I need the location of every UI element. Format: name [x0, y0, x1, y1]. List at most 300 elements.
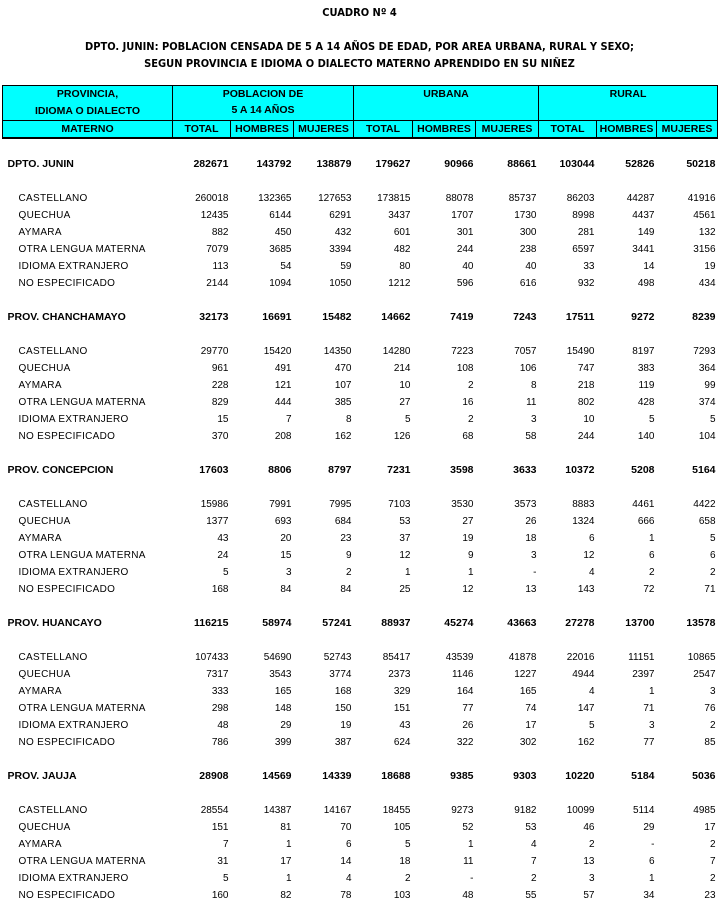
cell-value: 1324 [572, 516, 595, 527]
cell-value: 86203 [566, 193, 595, 204]
cell-value: 2373 [388, 669, 411, 680]
cell-value: 4422 [693, 499, 716, 510]
section-total-value: 9303 [513, 770, 537, 782]
cell-value: 14350 [323, 346, 352, 357]
table-number: CUADRO Nº 4 [322, 6, 397, 19]
cell-value: 20 [280, 533, 292, 544]
table-row [3, 734, 718, 751]
header-group-urbana [354, 86, 539, 121]
cell-value: 68 [462, 431, 474, 442]
header-urbana-hombres: HOMBRES [413, 121, 476, 139]
cell-value: 11151 [628, 652, 655, 663]
spacer-cell [3, 479, 718, 496]
cell-value: 6597 [572, 244, 595, 255]
cell-value: 99 [704, 380, 716, 391]
cell-value: 19 [462, 533, 474, 544]
spacer-row [3, 326, 718, 343]
cell-value: 57 [583, 890, 595, 901]
cell-value: 322 [456, 737, 474, 748]
table-row [3, 190, 718, 207]
cell-value: 2 [648, 567, 655, 578]
language-label: NO ESPECIFICADO [18, 278, 116, 289]
cell-value: 6 [648, 856, 655, 867]
cell-value: 601 [393, 227, 411, 238]
cell-value: - [470, 873, 474, 884]
cell-value: 260018 [195, 193, 229, 204]
cell-value: 450 [274, 227, 292, 238]
cell-value: 165 [519, 686, 537, 697]
section-total-value: 10372 [565, 464, 595, 476]
cell-value: 882 [211, 227, 229, 238]
cell-value: 802 [577, 397, 595, 408]
cell-value: 747 [577, 363, 595, 374]
table-row [3, 513, 718, 530]
cell-value: 84 [340, 584, 352, 595]
cell-value: 7995 [329, 499, 352, 510]
spacer-cell [3, 598, 718, 615]
cell-value: 107433 [195, 652, 229, 663]
section-total-value: 18688 [381, 770, 411, 782]
cell-value: 498 [637, 278, 655, 289]
cell-value: 7223 [451, 346, 474, 357]
cell-value: 25 [399, 584, 411, 595]
section-total-value: 116215 [194, 617, 229, 629]
cell-value: 7 [222, 839, 229, 850]
language-label: NO ESPECIFICADO [18, 737, 116, 748]
header-subcolumns [3, 121, 718, 139]
cell-value: 4 [530, 839, 537, 850]
cell-value: 162 [334, 431, 352, 442]
header-group-poblacion-line-2: 5 A 14 AÑOS [231, 104, 295, 116]
cell-value: 829 [211, 397, 229, 408]
table-title-line-1: DPTO. JUNIN: POBLACION CENSADA DE 5 A 14 AÑOS DE EDAD, POR AREA URBANA, RURAL Y SEXO; [85, 40, 634, 53]
cell-value: 108 [456, 363, 474, 374]
cell-value: 17 [704, 822, 716, 833]
cell-value: 12435 [200, 210, 229, 221]
language-label: OTRA LENGUA MATERNA [18, 856, 146, 867]
cell-value: 85 [704, 737, 716, 748]
language-label: QUECHUA [18, 822, 71, 833]
table-row [3, 530, 718, 547]
section-total-value: 58974 [262, 617, 292, 629]
cell-value: 140 [637, 431, 655, 442]
cell-value: 43 [217, 533, 229, 544]
section-total-value: 10220 [565, 770, 595, 782]
cell-value: 7 [530, 856, 537, 867]
table-body [3, 138, 718, 904]
cell-value: 11 [526, 397, 537, 408]
cell-value: 28554 [200, 805, 229, 816]
section-total-value: 14339 [322, 770, 352, 782]
cell-value: 84 [280, 584, 292, 595]
cell-value: 22016 [566, 652, 595, 663]
section-total-value: 5208 [631, 464, 655, 476]
cell-value: 119 [638, 380, 655, 391]
language-label: CASTELLANO [18, 499, 88, 510]
cell-value: 26 [525, 516, 537, 527]
section-total-value: 90966 [444, 158, 474, 170]
cell-value: 17 [525, 720, 537, 731]
section-total-value: 5036 [692, 770, 716, 782]
cell-value: 961 [211, 363, 229, 374]
cell-value: 71 [643, 703, 655, 714]
cell-value: 52 [462, 822, 474, 833]
section-total-value: 57241 [322, 617, 352, 629]
cell-value: 208 [274, 431, 292, 442]
spacer-cell [3, 632, 718, 649]
cell-value: 147 [577, 703, 595, 714]
cell-value: 13 [583, 856, 595, 867]
cell-value: 281 [577, 227, 595, 238]
spacer-row [3, 138, 718, 156]
cell-value: 168 [334, 686, 352, 697]
cell-value: 31 [217, 856, 229, 867]
cell-value: 48 [217, 720, 229, 731]
spacer-cell [3, 751, 718, 768]
section-total-value: 28908 [199, 770, 229, 782]
cell-value: 14167 [323, 805, 352, 816]
section-total-row [3, 309, 718, 326]
cell-value: 3 [709, 686, 716, 697]
cell-value: 7 [285, 414, 292, 425]
cell-value: 2 [709, 567, 716, 578]
cell-value: 29 [280, 720, 292, 731]
language-label: IDIOMA EXTRANJERO [18, 567, 129, 578]
cell-value: 18455 [382, 805, 411, 816]
cell-value: 148 [274, 703, 292, 714]
header-group-poblacion [173, 86, 354, 121]
cell-value: 3774 [329, 669, 352, 680]
cell-value: 41878 [508, 652, 537, 663]
cell-value: 173815 [377, 193, 411, 204]
table-row [3, 258, 718, 275]
section-total-row [3, 462, 718, 479]
cell-value: - [651, 839, 655, 850]
language-label: CASTELLANO [18, 652, 88, 663]
cell-value: 26 [462, 720, 474, 731]
cell-value: 10 [399, 380, 411, 391]
section-total-value: 13700 [625, 617, 655, 629]
cell-value: 126 [393, 431, 411, 442]
cell-value: 17 [280, 856, 292, 867]
table-row [3, 581, 718, 598]
language-label: AYMARA [18, 227, 62, 238]
cell-value: 238 [519, 244, 537, 255]
cell-value: 132365 [258, 193, 292, 204]
cell-value: 7991 [269, 499, 292, 510]
cell-value: 85737 [508, 193, 537, 204]
cell-value: 151 [211, 822, 229, 833]
cell-value: 616 [519, 278, 537, 289]
table-row [3, 887, 718, 904]
cell-value: 8 [530, 380, 537, 391]
cell-value: 374 [698, 397, 716, 408]
language-label: NO ESPECIFICADO [18, 431, 116, 442]
cell-value: 2144 [206, 278, 229, 289]
cell-value: 333 [211, 686, 229, 697]
cell-value: 3 [588, 873, 595, 884]
language-label: NO ESPECIFICADO [18, 584, 116, 595]
language-label: AYMARA [18, 533, 62, 544]
section-total-value: 282671 [193, 158, 229, 170]
cell-value: 18 [399, 856, 411, 867]
cell-value: 214 [393, 363, 411, 374]
cell-value: 1 [648, 686, 655, 697]
section-total-value: 52826 [625, 158, 655, 170]
cell-value: 54 [280, 261, 292, 272]
language-label: CASTELLANO [18, 805, 88, 816]
cell-value: 9 [345, 550, 352, 561]
header-province [3, 86, 173, 121]
section-total-value: 16691 [262, 311, 292, 323]
cell-value: 2 [709, 839, 716, 850]
cell-value: 4437 [632, 210, 655, 221]
cell-value: 18 [525, 533, 537, 544]
cell-value: 15986 [200, 499, 229, 510]
cell-value: 27 [399, 397, 411, 408]
cell-value: 54690 [263, 652, 292, 663]
cell-value: 7 [709, 856, 716, 867]
section-total-value: 179627 [375, 158, 411, 170]
cell-value: 72 [643, 584, 655, 595]
cell-value: 23 [704, 890, 716, 901]
cell-value: 1094 [269, 278, 292, 289]
cell-value: 1050 [329, 278, 352, 289]
spacer-row [3, 751, 718, 768]
cell-value: 1 [467, 839, 474, 850]
table-row [3, 802, 718, 819]
cell-value: 301 [456, 227, 474, 238]
table-row [3, 717, 718, 734]
cell-value: 4985 [693, 805, 716, 816]
cell-value: 46 [583, 822, 595, 833]
cell-value: 2 [709, 873, 716, 884]
cell-value: 121 [274, 380, 292, 391]
cell-value: 482 [393, 244, 411, 255]
cell-value: 106 [519, 363, 537, 374]
cell-value: 298 [211, 703, 229, 714]
table-row [3, 853, 718, 870]
cell-value: 5 [709, 414, 716, 425]
cell-value: 4461 [632, 499, 655, 510]
table-header [3, 86, 718, 139]
section-total-value: 7243 [513, 311, 537, 323]
section-total-value: 8806 [268, 464, 292, 476]
section-total-value: 9385 [450, 770, 474, 782]
section-name: PROV. HUANCAYO [7, 617, 102, 629]
cell-value: 387 [334, 737, 352, 748]
cell-value: 3 [530, 550, 537, 561]
cell-value: 80 [399, 261, 411, 272]
spacer-cell [3, 326, 718, 343]
language-label: OTRA LENGUA MATERNA [18, 550, 146, 561]
cell-value: 5 [222, 873, 229, 884]
table-row [3, 496, 718, 513]
cell-value: 7057 [514, 346, 537, 357]
table-row [3, 666, 718, 683]
cell-value: 3 [285, 567, 292, 578]
section-total-value: 143792 [256, 158, 292, 170]
cell-value: 160 [211, 890, 229, 901]
cell-value: 244 [577, 431, 595, 442]
section-name: DPTO. JUNIN [7, 158, 74, 170]
cell-value: 2547 [693, 669, 716, 680]
cell-value: 434 [698, 278, 716, 289]
section-total-value: 27278 [565, 617, 595, 629]
language-label: IDIOMA EXTRANJERO [18, 414, 129, 425]
cell-value: 370 [211, 431, 229, 442]
cell-value: 48 [462, 890, 474, 901]
cell-value: 786 [211, 737, 229, 748]
cell-value: 165 [274, 686, 292, 697]
cell-value: 1730 [514, 210, 537, 221]
header-province-line-1: PROVINCIA, [56, 88, 119, 100]
table-row [3, 819, 718, 836]
cell-value: 8998 [572, 210, 595, 221]
cell-value: 6 [709, 550, 716, 561]
spacer-row [3, 598, 718, 615]
cell-value: 41916 [687, 193, 716, 204]
header-rural-mujeres: MUJERES [657, 121, 718, 139]
cell-value: 329 [393, 686, 411, 697]
cell-value: 1227 [514, 669, 537, 680]
language-label: CASTELLANO [18, 193, 88, 204]
cell-value: 10099 [566, 805, 595, 816]
cell-value: 5114 [632, 805, 655, 816]
cell-value: 6144 [269, 210, 292, 221]
cell-value: 14280 [382, 346, 411, 357]
cell-value: 53 [525, 822, 537, 833]
cell-value: 103 [393, 890, 411, 901]
cell-value: 14387 [263, 805, 292, 816]
cell-value: 11 [463, 856, 474, 867]
cell-value: 44287 [626, 193, 655, 204]
spacer-cell [3, 445, 718, 462]
cell-value: 624 [393, 737, 411, 748]
cell-value: 143 [577, 584, 595, 595]
cell-value: 6 [588, 533, 595, 544]
cell-value: 29 [643, 822, 655, 833]
cell-value: 5 [588, 720, 595, 731]
cell-value: 168 [211, 584, 229, 595]
cell-value: 149 [637, 227, 655, 238]
cell-value: 5 [404, 839, 411, 850]
header-group-urbana-label: URBANA [423, 88, 469, 100]
cell-value: 684 [334, 516, 352, 527]
language-label: OTRA LENGUA MATERNA [18, 397, 146, 408]
header-hombres: HOMBRES [231, 121, 294, 139]
section-total-row [3, 156, 718, 173]
table-row [3, 649, 718, 666]
cell-value: 1 [404, 567, 411, 578]
cell-value: 3441 [632, 244, 655, 255]
table-row [3, 870, 718, 887]
cell-value: 302 [519, 737, 537, 748]
cell-value: 428 [637, 397, 655, 408]
section-total-value: 3598 [450, 464, 474, 476]
section-total-value: 138879 [316, 158, 352, 170]
cell-value: 364 [698, 363, 716, 374]
cell-value: 4 [588, 686, 595, 697]
cell-value: 150 [334, 703, 352, 714]
cell-value: 1 [285, 839, 292, 850]
census-table [2, 85, 718, 904]
section-total-row [3, 615, 718, 632]
section-total-value: 88937 [381, 617, 411, 629]
cell-value: 1 [648, 873, 655, 884]
table-row [3, 411, 718, 428]
cell-value: 9182 [514, 805, 537, 816]
table-row [3, 360, 718, 377]
cell-value: 162 [577, 737, 595, 748]
cell-value: 127653 [318, 193, 352, 204]
language-label: QUECHUA [18, 669, 71, 680]
cell-value: 23 [340, 533, 352, 544]
cell-value: 113 [212, 261, 229, 272]
table-row [3, 241, 718, 258]
spacer-row [3, 632, 718, 649]
cell-value: 19 [340, 720, 352, 731]
cell-value: 12 [399, 550, 411, 561]
header-urbana-mujeres: MUJERES [476, 121, 539, 139]
section-total-value: 17603 [199, 464, 229, 476]
cell-value: 383 [637, 363, 655, 374]
spacer-cell [3, 138, 718, 156]
cell-value: 76 [704, 703, 716, 714]
header-mujeres: MUJERES [294, 121, 354, 139]
cell-value: 4561 [693, 210, 716, 221]
cell-value: 244 [456, 244, 474, 255]
section-total-row [3, 768, 718, 785]
cell-value: 77 [462, 703, 474, 714]
cell-value: 3437 [388, 210, 411, 221]
cell-value: 2 [530, 873, 537, 884]
cell-value: 9 [467, 550, 474, 561]
cell-value: 164 [456, 686, 474, 697]
header-total: TOTAL [173, 121, 231, 139]
language-label: AYMARA [18, 686, 62, 697]
section-total-value: 8239 [692, 311, 716, 323]
spacer-row [3, 445, 718, 462]
cell-value: 1146 [451, 669, 474, 680]
cell-value: 16 [462, 397, 474, 408]
language-label: OTRA LENGUA MATERNA [18, 703, 146, 714]
cell-value: 78 [340, 890, 352, 901]
header-rural-hombres: HOMBRES [597, 121, 657, 139]
cell-value: 19 [704, 261, 716, 272]
section-total-value: 7231 [387, 464, 411, 476]
cell-value: 1377 [206, 516, 229, 527]
language-label: AYMARA [18, 839, 62, 850]
cell-value: 3394 [329, 244, 352, 255]
cell-value: 7293 [693, 346, 716, 357]
cell-value: 33 [583, 261, 595, 272]
cell-value: 4 [345, 873, 352, 884]
cell-value: 2 [709, 720, 716, 731]
cell-value: 8197 [632, 346, 655, 357]
cell-value: - [533, 567, 537, 578]
section-total-value: 32173 [199, 311, 229, 323]
cell-value: 491 [274, 363, 292, 374]
section-total-value: 9272 [631, 311, 655, 323]
section-total-value: 50218 [686, 158, 716, 170]
section-total-value: 45274 [444, 617, 474, 629]
language-label: IDIOMA EXTRANJERO [18, 720, 129, 731]
cell-value: 7317 [206, 669, 229, 680]
language-label: QUECHUA [18, 210, 71, 221]
header-group-rural-label: RURAL [609, 88, 647, 100]
cell-value: 5 [648, 414, 655, 425]
